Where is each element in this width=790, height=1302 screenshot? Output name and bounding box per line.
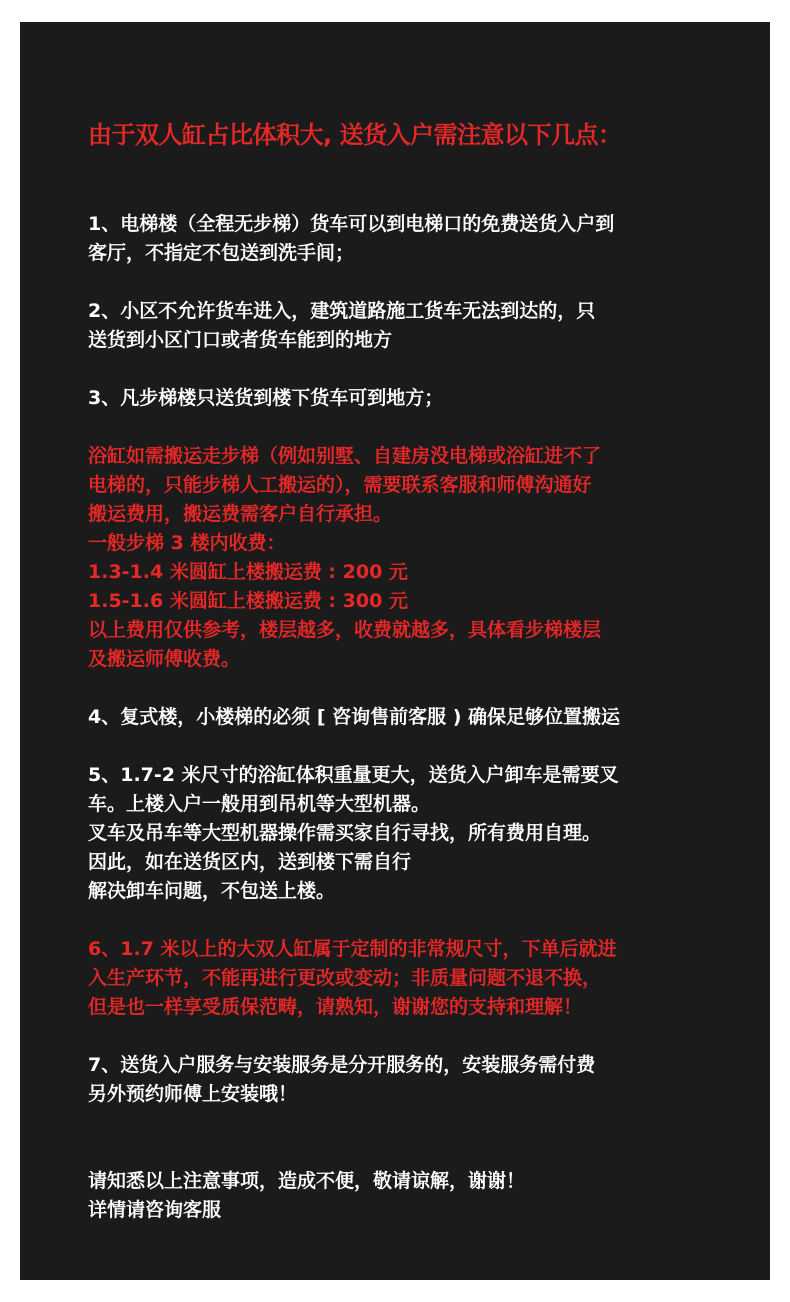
notice-line: 6、1.7 米以上的大双人缸属于定制的非常规尺寸，下单后就进	[88, 938, 617, 960]
notice-panel	[20, 22, 770, 1280]
notice-blocks	[88, 210, 768, 1109]
notice-line: 叉车及吊车等大型机器操作需买家自行寻找，所有费用自理。	[88, 822, 602, 844]
notice-line: 但是也一样享受质保范畴，请熟知，谢谢您的支持和理解！	[88, 996, 583, 1018]
footer-line: 请知悉以上注意事项，造成不便，敬请谅解，谢谢！	[88, 1170, 526, 1192]
notice-item-2	[88, 297, 768, 355]
notice-line: 4、复式楼，小楼梯的必须 [ 咨询售前客服 ) 确保足够位置搬运	[88, 706, 621, 728]
notice-item-4	[88, 442, 768, 674]
notice-line: 浴缸如需搬运走步梯（例如别墅、自建房没电梯或浴缸进不了	[88, 445, 602, 467]
notice-content	[88, 118, 768, 1254]
notice-item-7	[88, 935, 768, 1022]
notice-line: 解决卸车问题，不包送上楼。	[88, 880, 336, 902]
notice-line: 以上费用仅供参考，楼层越多，收费就越多，具体看步梯楼层	[88, 619, 602, 641]
notice-line: 车。上楼入户一般用到吊机等大型机器。	[88, 793, 431, 815]
notice-line: 客厅，不指定不包送到洗手间；	[88, 242, 355, 264]
notice-line: 入生产环节，不能再进行更改或变动；非质量问题不退不换，	[88, 967, 602, 989]
notice-line: 另外预约师傅上安装哦！	[88, 1083, 298, 1105]
notice-item-6	[88, 761, 768, 906]
notice-title: 由于双人缸占比体积大, 送货入户需注意以下几点：	[88, 121, 622, 149]
notice-line: 送货到小区门口或者货车能到的地方	[88, 329, 393, 351]
notice-line: 1.3-1.4 米圆缸上楼搬运费 : 200 元	[88, 561, 408, 583]
notice-item-5	[88, 703, 768, 732]
notice-line: 电梯的，只能步梯人工搬运的），需要联系客服和师傅沟通好	[88, 474, 592, 496]
notice-line: 及搬运师傅收费。	[88, 648, 241, 670]
notice-line: 2、小区不允许货车进入，建筑道路施工货车无法到达的，只	[88, 300, 596, 322]
notice-line: 一般步梯 3 楼内收费：	[88, 532, 286, 554]
notice-line: 7、送货入户服务与安装服务是分开服务的，安装服务需付费	[88, 1054, 596, 1076]
notice-line: 1、电梯楼（全程无步梯）货车可以到电梯口的免费送货入户到	[88, 213, 615, 235]
notice-line: 搬运费用，搬运费需客户自行承担。	[88, 503, 393, 525]
notice-line: 5、1.7-2 米尺寸的浴缸体积重量更大，送货入户卸车是需要叉	[88, 764, 619, 786]
notice-line: 因此，如在送货区内，送到楼下需自行	[88, 851, 412, 873]
notice-footer	[88, 1167, 768, 1225]
footer-line: 详情请咨询客服	[88, 1199, 222, 1221]
notice-line: 1.5-1.6 米圆缸上楼搬运费 : 300 元	[88, 590, 408, 612]
notice-item-1	[88, 210, 768, 268]
notice-item-3	[88, 384, 768, 413]
notice-line: 3、凡步梯楼只送货到楼下货车可到地方；	[88, 387, 444, 409]
notice-item-8	[88, 1051, 768, 1109]
